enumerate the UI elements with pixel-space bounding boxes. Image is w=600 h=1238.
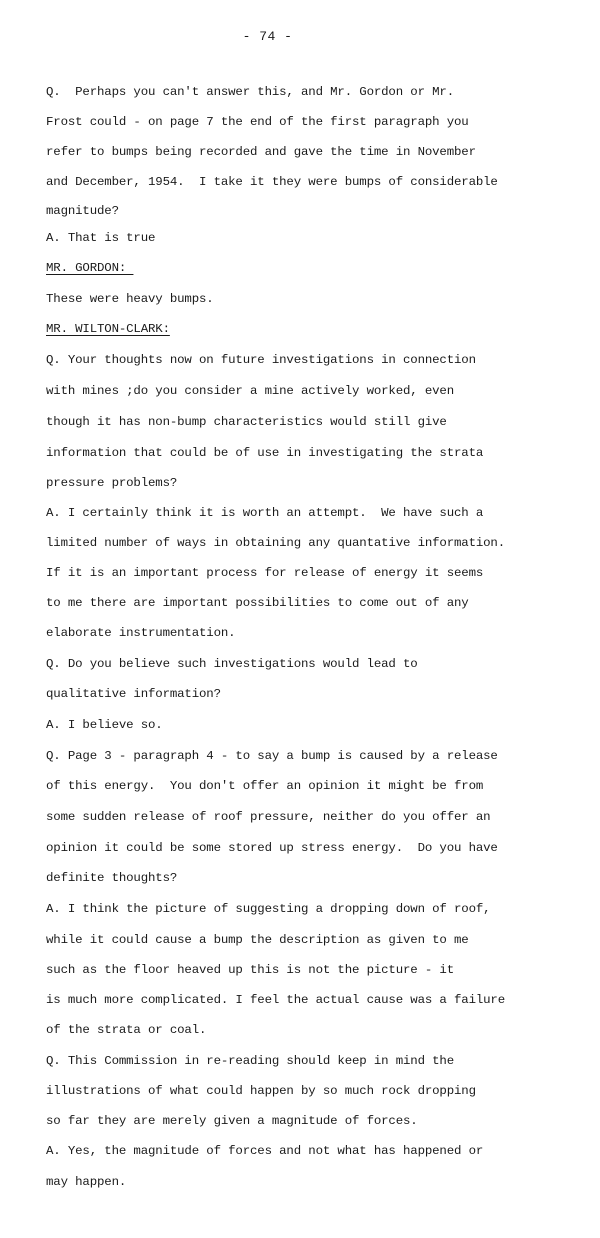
transcript-line: Frost could - on page 7 the end of the first paragraph you bbox=[46, 115, 469, 129]
transcript-line: A. Yes, the magnitude of forces and not what has happened or bbox=[46, 1144, 484, 1158]
transcript-line: definite thoughts? bbox=[46, 871, 178, 885]
transcript-line: and December, 1954. I take it they were bumps of considerable bbox=[46, 175, 498, 189]
transcript-line: A. I think the picture of suggesting a dropping down of roof, bbox=[46, 902, 491, 916]
transcript-line: some sudden release of roof pressure, neither do you offer an bbox=[46, 810, 491, 824]
transcript-line: Q. This Commission in re-reading should keep in mind the bbox=[46, 1054, 454, 1068]
transcript-line: magnitude? bbox=[46, 204, 119, 218]
transcript-line: Q. Your thoughts now on future investigations in connection bbox=[46, 353, 476, 367]
transcript-line: to me there are important possibilities to come out of any bbox=[46, 596, 469, 610]
transcript-line: A. That is true bbox=[46, 231, 156, 245]
transcript-line: opinion it could be some stored up stress energy. Do you have bbox=[46, 841, 498, 855]
transcript-line: though it has non-bump characteristics would still give bbox=[46, 415, 447, 429]
transcript-line: A. I believe so. bbox=[46, 718, 163, 732]
transcript-line: These were heavy bumps. bbox=[46, 292, 214, 306]
transcript-line: such as the floor heaved up this is not the picture - it bbox=[46, 963, 454, 977]
transcript-line: of the strata or coal. bbox=[46, 1023, 207, 1037]
transcript-line: information that could be of use in investigating the strata bbox=[46, 446, 484, 460]
transcript-line: pressure problems? bbox=[46, 476, 178, 490]
transcript-line: Q. Page 3 - paragraph 4 - to say a bump is caused by a release bbox=[46, 749, 498, 763]
transcript-line: limited number of ways in obtaining any quantative information. bbox=[46, 536, 505, 550]
transcript-line: elaborate instrumentation. bbox=[46, 626, 236, 640]
transcript-line: while it could cause a bump the description as given to me bbox=[46, 933, 469, 947]
transcript-line: Q. Perhaps you can't answer this, and Mr. Gordon or Mr. bbox=[46, 85, 454, 99]
transcript-line: refer to bumps being recorded and gave the time in November bbox=[46, 145, 476, 159]
transcript-line: A. I certainly think it is worth an attempt. We have such a bbox=[46, 506, 484, 520]
transcript-line: so far they are merely given a magnitude of forces. bbox=[46, 1114, 418, 1128]
transcript-line: Q. Do you believe such investigations would lead to bbox=[46, 657, 418, 671]
transcript-line: is much more complicated. I feel the actual cause was a failure bbox=[46, 993, 505, 1007]
transcript-line: may happen. bbox=[46, 1175, 127, 1189]
page-number: - 74 - bbox=[242, 29, 293, 44]
speaker-heading: MR. GORDON: bbox=[46, 261, 134, 275]
transcript-line: If it is an important process for release of energy it seems bbox=[46, 566, 484, 580]
transcript-line: with mines ;do you consider a mine actively worked, even bbox=[46, 384, 454, 398]
transcript-line: qualitative information? bbox=[46, 687, 221, 701]
speaker-heading: MR. WILTON-CLARK: bbox=[46, 322, 170, 336]
transcript-line: illustrations of what could happen by so much rock dropping bbox=[46, 1084, 476, 1098]
transcript-line: of this energy. You don't offer an opinion it might be from bbox=[46, 779, 484, 793]
